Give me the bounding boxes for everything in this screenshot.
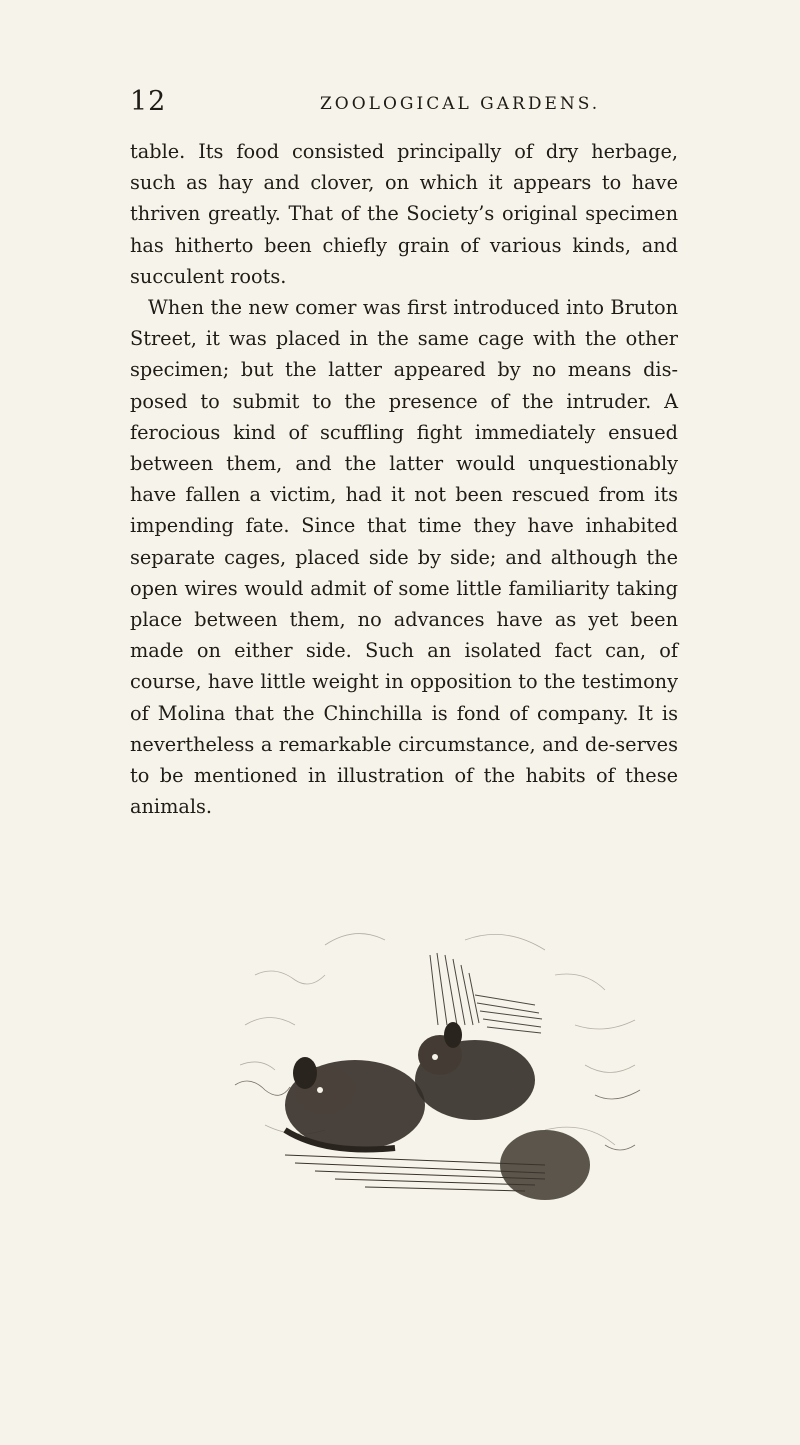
paragraph-1: table. Its food consisted principally of dry herbage, such as hay and clover, on which it appears to have thriven greatly. That of the Society’s original specimen has hitherto been chiefly grain of various kinds, and succulent roots. xyxy=(130,140,678,288)
page-header xyxy=(120,86,680,126)
chinchilla-engraving-icon xyxy=(225,915,655,1235)
body-text xyxy=(130,136,678,822)
running-head: ZOOLOGICAL GARDENS. xyxy=(320,94,601,114)
paragraph-2: When the new comer was first introduced into Bruton Street, it was placed in the same cage with the other specimen; but the latter appeared by no means dis-posed to submit to the presence of the intruder. A ferocious kind of scuffling fight immediately ensued between them, and the latter would unquestionably have fallen a victim, had it not been rescued from its impending fate. Since that time they have inhabited separate cages, placed side by side; and although the open wires would admit of some little familiarity taking place between them, no advances have as yet been made on either side. Such an isolated fact can, of course, have little weight in opposition to the testimony of Molina that the Chinchilla is fond of company. It is nevertheless a remarkable circumstance, and de-serves to be mentioned in illustration of the habits of these animals. xyxy=(130,296,678,819)
page-number: 12 xyxy=(130,86,167,117)
